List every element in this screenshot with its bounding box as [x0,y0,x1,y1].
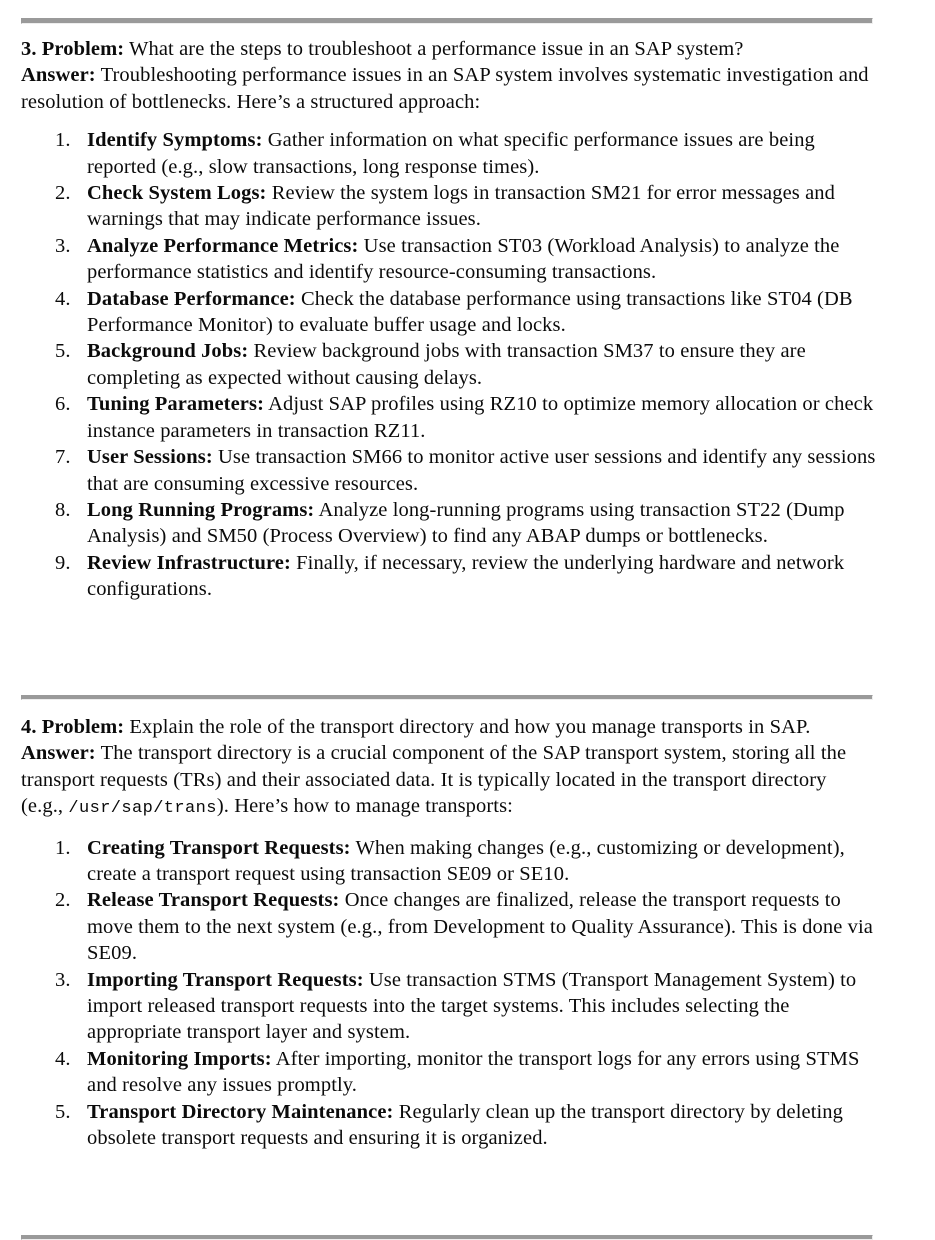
step-term: Release Transport Requests: [87,889,340,912]
problem-3-answer-label: Answer: [21,64,96,87]
step-term: Database Performance: [87,287,296,310]
list-item [21,1046,893,1099]
step-term: Identify Symptoms: [87,129,263,152]
step-text: Gather information on what specific performance issues are being reported (e.g., slow transactions, long response times). [87,129,815,178]
step-text: Regularly clean up the transport directory by deleting obsolete transport requests and ensuring it is organized. [87,1100,843,1150]
problem-3-answer-text: Troubleshooting performance issues in an SAP system involves systematic investigation and resolution of bottlenecks. Here’s a structured approach: [21,64,869,113]
step-text: Once changes are finalized, release the transport requests to move them to the next system (e.g., from Development to Quality Assurance). This is done via SE09. [87,889,873,965]
step-term: Tuning Parameters: [87,393,264,416]
problem-4-answer-text-before: The transport directory is a crucial component of the SAP transport system, storing all the transport requests (TRs) and their associated data. It is typically located in the transport directory (e.g., [21,742,847,818]
problem-4-answer-text-after: ). Here’s how to manage transports: [216,795,513,818]
list-item [21,497,893,550]
list-item [21,233,893,286]
list-item [21,967,893,1046]
step-text: Review the system logs in transaction SM21 for error messages and warnings that may indicate performance issues. [87,182,835,231]
horizontal-rule-top [21,18,873,24]
step-text: Use transaction ST03 (Workload Analysis) to analyze the performance statistics and identify resource-consuming transactions. [87,234,840,284]
problem-4-question [21,714,866,740]
problem-3-steps-list [21,127,893,602]
step-term: Review Infrastructure: [87,551,291,574]
problem-4-steps-list [21,835,893,1152]
problem-3-label: 3. Problem: [21,38,125,60]
step-text: After importing, monitor the transport logs for any errors using STMS and resolve any issues promptly. [87,1047,860,1097]
step-text: Review background jobs with transaction SM37 to ensure they are completing as expected without causing delays. [87,340,806,389]
list-item [21,338,893,391]
step-term: Transport Directory Maintenance: [87,1100,394,1123]
step-text: When making changes (e.g., customizing or development), create a transport request using transaction SE09 or SE10. [87,836,845,886]
problem-4-answer [21,740,866,822]
list-item [21,286,893,339]
problem-3-text: What are the steps to troubleshoot a performance issue in an SAP system? [124,38,744,60]
step-term: Long Running Programs: [87,498,315,521]
step-text: Use transaction STMS (Transport Management System) to import released transport requests into the target systems. This includes selecting the appropriate transport layer and system. [87,968,857,1044]
step-text: Finally, if necessary, review the underlying hardware and network configurations. [87,551,845,601]
horizontal-rule-middle [21,695,873,700]
section-problem-3 [21,36,893,603]
problem-4-answer-label: Answer: [21,742,96,765]
list-item [21,887,893,966]
list-item [21,835,893,888]
step-text: Analyze long-running programs using transaction ST22 (Dump Analysis) and SM50 (Process Overview) to find any ABAP dumps or bottlenecks. [87,498,845,548]
section-problem-4 [21,714,893,1152]
step-text: Adjust SAP profiles using RZ10 to optimize memory allocation or check instance parameters in transaction RZ11. [87,393,874,442]
list-item [21,391,893,444]
step-term: Background Jobs: [87,340,249,363]
problem-3-answer [21,62,881,115]
step-term: Monitoring Imports: [87,1047,272,1070]
list-item [21,550,893,603]
problem-4-label: 4. Problem: [21,716,125,738]
problem-4-text: Explain the role of the transport directory and how you manage transports in SAP. [124,716,811,738]
step-text: Check the database performance using transactions like ST04 (DB Performance Monitor) to evaluate buffer usage and locks. [87,287,853,337]
horizontal-rule-bottom [21,1235,873,1240]
problem-3-question [21,36,881,62]
list-item [21,444,893,497]
list-item [21,180,893,233]
step-term: Importing Transport Requests: [87,968,364,991]
step-term: Check System Logs: [87,182,267,205]
step-term: Creating Transport Requests: [87,836,351,859]
step-term: Analyze Performance Metrics: [87,234,359,257]
step-text: Use transaction SM66 to monitor active user sessions and identify any sessions that are consuming excessive resources. [87,446,876,495]
step-term: User Sessions: [87,446,213,469]
list-item [21,127,893,180]
list-item [21,1099,893,1152]
transport-directory-path: /usr/sap/trans [68,799,217,819]
